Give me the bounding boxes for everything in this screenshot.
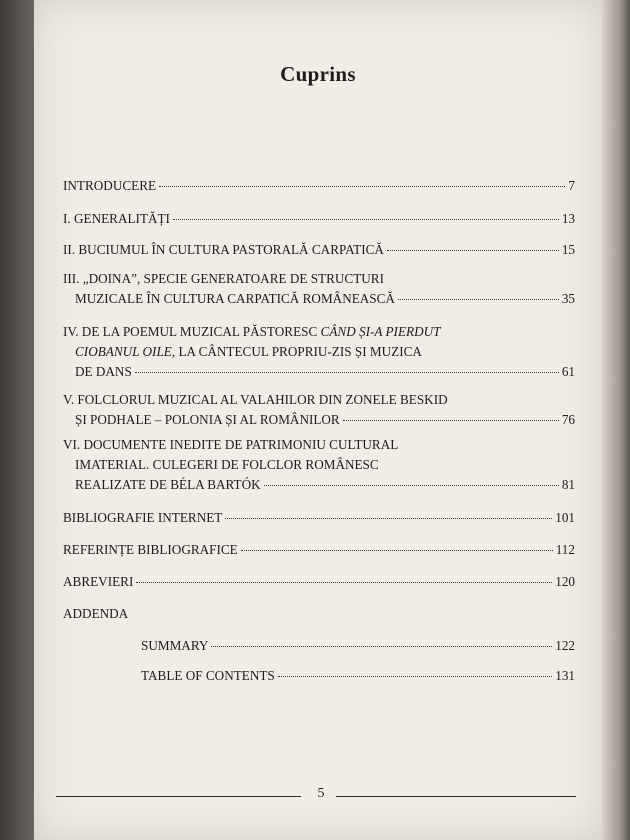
dot-leader (211, 645, 552, 647)
toc-entry-title: ADDENDA (63, 606, 129, 621)
toc-entry-buciumul[interactable] (63, 240, 575, 260)
footer-rule-right (336, 796, 576, 797)
toc-page-number: 7 (568, 178, 575, 193)
page-number: 5 (317, 786, 325, 801)
toc-entry-title: IV. DE LA POEMUL MUZICAL PĂSTORESC (63, 324, 321, 339)
toc-entry-summary[interactable] (63, 636, 575, 656)
toc-page-number: 76 (561, 412, 575, 427)
toc-entry-introducere[interactable] (63, 176, 575, 196)
toc-page-number: 122 (555, 638, 575, 653)
dot-leader (173, 218, 559, 220)
toc-entry-referinte[interactable] (63, 540, 575, 560)
dot-leader (159, 185, 565, 187)
toc-entry-title: II. BUCIUMUL ÎN CULTURA PASTORALĂ CARPATICĂ (63, 242, 384, 257)
page-stack-edge (602, 0, 630, 840)
song-title-italic: CÂND ȘI-A PIERDUT (320, 324, 441, 339)
toc-entry-title-cont: REALIZATE DE BÉLA BARTÓK (75, 477, 261, 492)
toc-entry-title: III. „DOINA”, SPECIE GENERATOARE DE STRUCTURI (63, 271, 384, 286)
footer-rule-left (56, 796, 301, 797)
toc-entry-abrevieri[interactable] (63, 572, 575, 592)
dot-leader (343, 419, 559, 421)
toc-page-number: 120 (555, 574, 575, 589)
toc-entry-title: ABREVIERI (63, 574, 134, 589)
toc-entry-title: REFERINȚE BIBLIOGRAFICE (63, 542, 238, 557)
book-spine-shadow (0, 0, 34, 840)
toc-page-number: 112 (555, 542, 575, 557)
toc-entry-doina[interactable] (63, 269, 575, 309)
page-footer (56, 786, 576, 810)
dot-leader (241, 549, 553, 551)
toc-entry-title-cont: MUZICALE ÎN CULTURA CARPATICĂ ROMÂNEASCĂ (75, 291, 395, 306)
toc-entry-poemul-muzical[interactable] (63, 322, 575, 382)
dot-leader (398, 298, 559, 300)
toc-page-number: 81 (561, 477, 575, 492)
toc-entry-generalitati[interactable] (63, 209, 575, 229)
toc-entry-title: BIBLIOGRAFIE INTERNET (63, 510, 223, 525)
toc-entry-addenda[interactable] (63, 604, 575, 624)
toc-page-number: 61 (561, 364, 575, 379)
toc-entry-title: TABLE OF CONTENTS (141, 668, 275, 683)
toc-entry-title-cont: DE DANS (75, 364, 132, 379)
dot-leader (264, 484, 559, 486)
toc-page-number: 131 (555, 668, 575, 683)
toc-entry-title: VI. DOCUMENTE INEDITE DE PATRIMONIU CULTURAL (63, 437, 399, 452)
page-title: Cuprins (280, 62, 356, 86)
dot-leader (387, 249, 559, 251)
dot-leader (136, 581, 552, 583)
toc-entry-title: V. FOLCLORUL MUZICAL AL VALAHILOR DIN ZONELE BESKID (63, 392, 448, 407)
toc-page-number: 35 (561, 291, 575, 306)
toc-entry-title: I. GENERALITĂȚI (63, 211, 170, 226)
toc-entry-title: SUMMARY (141, 638, 209, 653)
song-title-italic-cont: CIOBANUL OILE (75, 344, 172, 359)
toc-entry-title-cont: ȘI PODHALE – POLONIA ȘI AL ROMÂNILOR (75, 412, 340, 427)
toc-entry-table-of-contents[interactable] (63, 666, 575, 686)
toc-page-number: 13 (561, 211, 575, 226)
toc-entry-documente-inedite[interactable] (63, 435, 575, 495)
dot-leader (225, 517, 552, 519)
dot-leader (135, 371, 559, 373)
toc-page-number: 101 (555, 510, 575, 525)
toc-page-number: 15 (561, 242, 575, 257)
dot-leader (278, 675, 552, 677)
toc-entry-title: INTRODUCERE (63, 178, 157, 193)
toc-entry-folclorul-valahilor[interactable] (63, 390, 575, 430)
toc-entry-title-cont: , LA CÂNTECUL PROPRIU-ZIS ȘI MUZICA (171, 344, 422, 359)
toc-entry-title-cont: IMATERIAL. CULEGERI DE FOLCLOR ROMÂNESC (75, 457, 379, 472)
toc-entry-bibliografie-internet[interactable] (63, 508, 575, 528)
document-page (34, 0, 602, 840)
